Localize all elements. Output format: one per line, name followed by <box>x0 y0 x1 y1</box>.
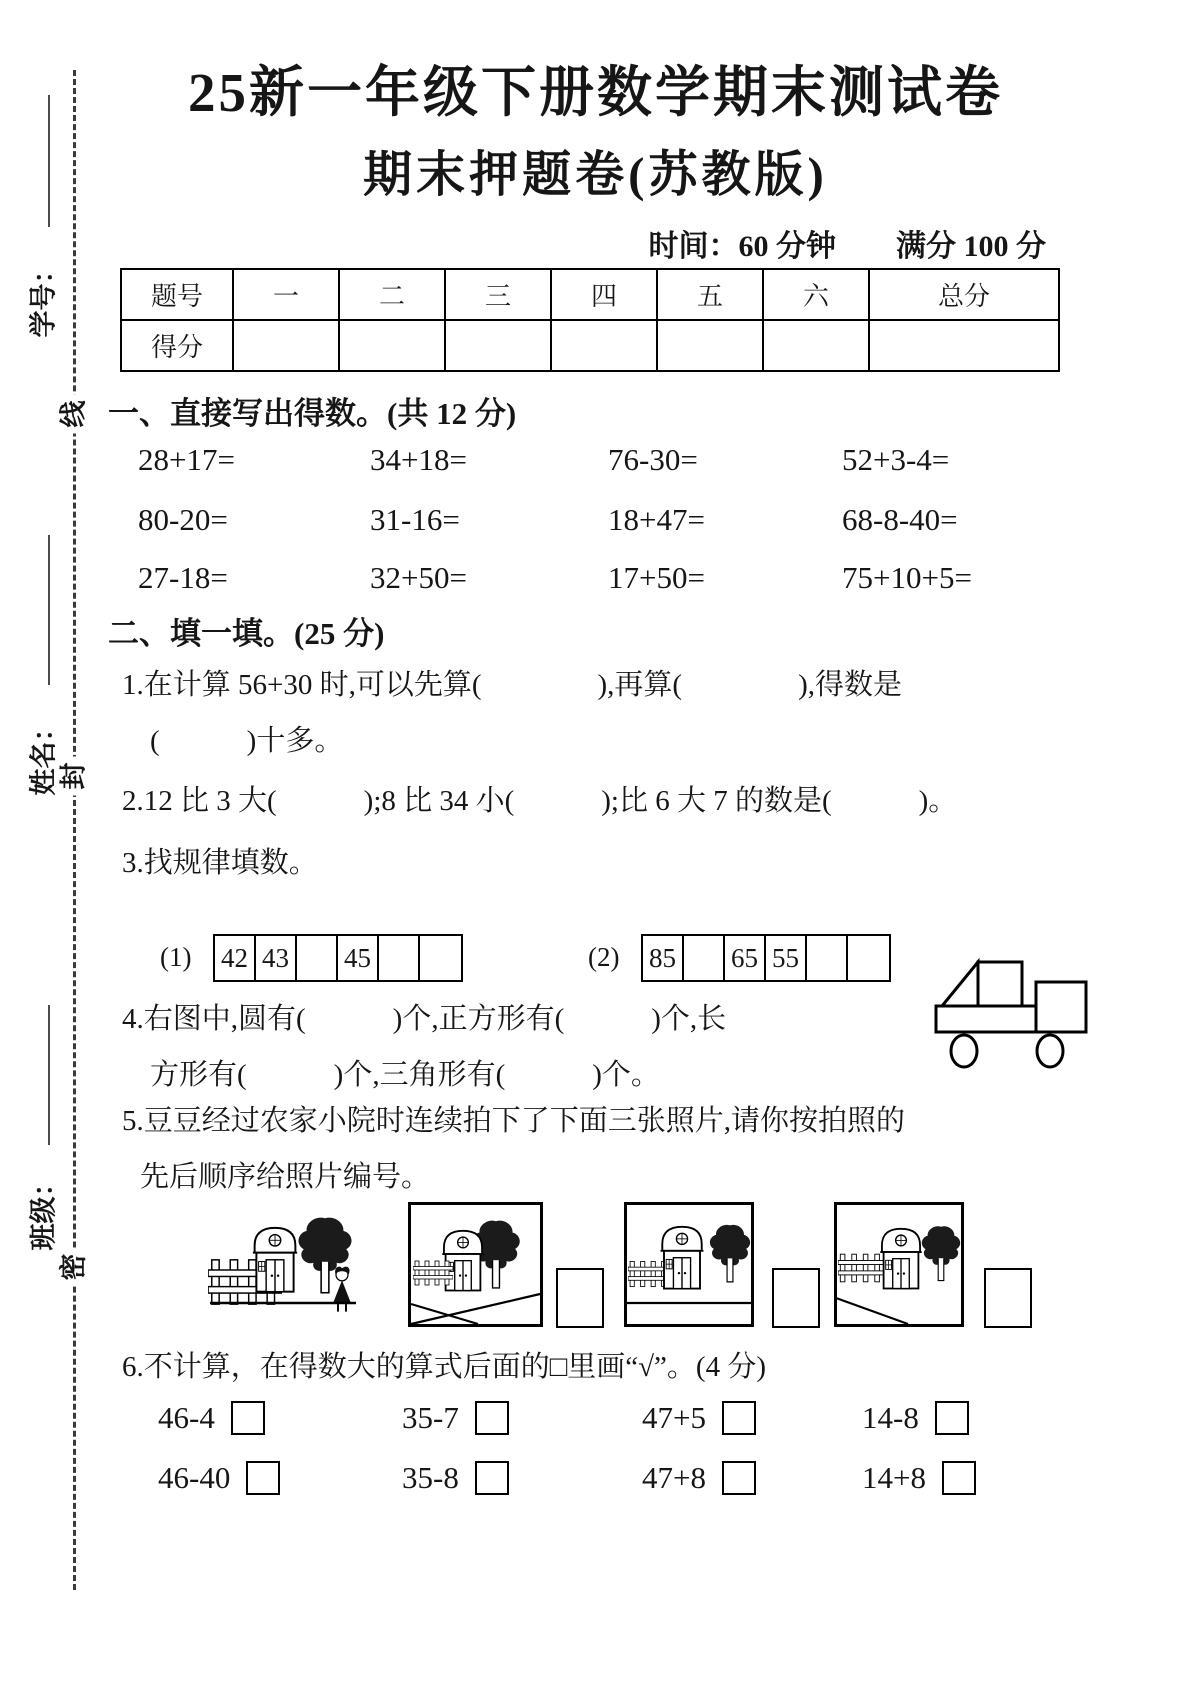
check-box[interactable] <box>942 1461 976 1495</box>
expression-text: 14+8 <box>862 1460 926 1495</box>
oral-problem: 32+50= <box>370 560 467 595</box>
score-table-header: 六 <box>763 269 869 320</box>
photo-3-answer-box[interactable] <box>984 1268 1032 1328</box>
section1-heading: 一、直接写出得数。(共 12 分) <box>108 396 517 431</box>
seal-char-feng: 封 <box>59 757 90 796</box>
sequence-cell: 55 <box>766 936 807 980</box>
class-write-line[interactable] <box>48 1005 50 1145</box>
expression-text: 35-8 <box>402 1460 459 1495</box>
compare-expression <box>862 1400 969 1436</box>
seal-dashed-line <box>73 70 76 1590</box>
seal-char-xian: 线 <box>59 395 90 434</box>
score-row-label: 得分 <box>121 320 233 371</box>
page-subtitle: 期末押题卷(苏教版) <box>363 147 828 202</box>
score-cell[interactable] <box>657 320 763 371</box>
question-1-line1: 1.在计算 56+30 时,可以先算( ),再算( ),得数是 <box>122 669 902 701</box>
compare-expression <box>642 1460 756 1496</box>
oral-problem: 34+18= <box>370 442 467 477</box>
question-5-line1: 5.豆豆经过农家小院时连续拍下了下面三张照片,请你按拍照的 <box>122 1105 906 1137</box>
score-cell[interactable] <box>763 320 869 371</box>
question-4-line1: 4.右图中,圆有( )个,正方形有( )个,长 <box>122 1003 727 1035</box>
score-table-header: 二 <box>339 269 445 320</box>
expression-text: 47+5 <box>642 1400 706 1435</box>
score-table-header: 一 <box>233 269 339 320</box>
oral-problem: 68-8-40= <box>842 502 958 537</box>
photo-2-answer-box[interactable] <box>772 1268 820 1328</box>
question-4-line2: 方形有( )个,三角形有( )个。 <box>150 1059 660 1091</box>
page-title: 25新一年级下册数学期末测试卷 <box>187 62 1003 123</box>
score-cell[interactable] <box>339 320 445 371</box>
seal-char-mi: 密 <box>59 1248 90 1287</box>
oral-problem: 17+50= <box>608 560 705 595</box>
name-write-line[interactable] <box>48 535 50 685</box>
oral-problem: 75+10+5= <box>842 560 972 595</box>
question-3: 3.找规律填数。 <box>122 847 318 879</box>
expression-text: 46-4 <box>158 1400 215 1435</box>
compare-expression <box>402 1400 509 1436</box>
expression-text: 35-7 <box>402 1400 459 1435</box>
compare-expression <box>402 1460 509 1496</box>
sequence-cell: 43 <box>256 936 297 980</box>
expression-text: 47+8 <box>642 1460 706 1495</box>
oral-problem: 27-18= <box>138 560 228 595</box>
score-table-header: 总分 <box>869 269 1059 320</box>
expression-text: 14-8 <box>862 1400 919 1435</box>
check-box[interactable] <box>231 1401 265 1435</box>
sequence-1-label: (1) <box>160 942 192 972</box>
question-5-line2: 先后顺序给照片编号。 <box>140 1161 431 1193</box>
section2-heading: 二、填一填。(25 分) <box>108 616 385 651</box>
sequence-cell-blank[interactable] <box>848 936 889 980</box>
student-id-label: 学号： <box>28 256 59 338</box>
oral-problem: 80-20= <box>138 502 228 537</box>
check-box[interactable] <box>475 1461 509 1495</box>
exam-time-score-info: 时间：60 分钟 满分 100 分 <box>648 230 1046 263</box>
score-table-header: 五 <box>657 269 763 320</box>
truck-shapes-figure <box>928 946 1093 1076</box>
sequence-2-label: (2) <box>588 942 620 972</box>
sequence-1-boxes <box>213 934 463 982</box>
oral-problem: 76-30= <box>608 442 698 477</box>
sequence-cell-blank[interactable] <box>379 936 420 980</box>
sequence-cell-blank[interactable] <box>807 936 848 980</box>
score-table-header: 四 <box>551 269 657 320</box>
oral-problem: 18+47= <box>608 502 705 537</box>
sequence-2-boxes <box>641 934 891 982</box>
oral-problem: 28+17= <box>138 442 235 477</box>
score-table-header: 三 <box>445 269 551 320</box>
sequence-cell: 45 <box>338 936 379 980</box>
compare-expression <box>158 1460 280 1496</box>
farm-scene-image <box>208 1210 360 1325</box>
question-2: 2.12 比 3 大( );8 比 34 小( );比 6 大 7 的数是( )。 <box>122 785 958 817</box>
farm-photo-1 <box>408 1202 543 1327</box>
score-cell[interactable] <box>445 320 551 371</box>
class-label: 班级： <box>28 1169 59 1251</box>
check-box[interactable] <box>475 1401 509 1435</box>
compare-expression <box>642 1400 756 1436</box>
score-table-header: 题号 <box>121 269 233 320</box>
score-cell[interactable] <box>233 320 339 371</box>
sequence-cell: 42 <box>215 936 256 980</box>
farm-photo-3 <box>834 1202 964 1327</box>
sequence-cell-blank[interactable] <box>297 936 338 980</box>
check-box[interactable] <box>722 1401 756 1435</box>
farm-photo-2 <box>624 1202 754 1327</box>
sequence-cell: 85 <box>643 936 684 980</box>
oral-problem: 52+3-4= <box>842 442 950 477</box>
compare-expression <box>862 1460 976 1496</box>
score-table <box>120 268 1060 372</box>
sequence-cell: 65 <box>725 936 766 980</box>
compare-expression <box>158 1400 265 1436</box>
check-box[interactable] <box>935 1401 969 1435</box>
score-cell[interactable] <box>869 320 1059 371</box>
sequence-cell-blank[interactable] <box>684 936 725 980</box>
photo-1-answer-box[interactable] <box>556 1268 604 1328</box>
question-6: 6.不计算，在得数大的算式后面的□里画“√”。(4 分) <box>122 1351 766 1383</box>
expression-text: 46-40 <box>158 1460 231 1495</box>
question-1-line2: ( )十多。 <box>150 725 344 757</box>
oral-problem: 31-16= <box>370 502 460 537</box>
check-box[interactable] <box>722 1461 756 1495</box>
score-cell[interactable] <box>551 320 657 371</box>
name-label: 姓名： <box>28 714 59 796</box>
sequence-cell-blank[interactable] <box>420 936 461 980</box>
check-box[interactable] <box>246 1461 280 1495</box>
